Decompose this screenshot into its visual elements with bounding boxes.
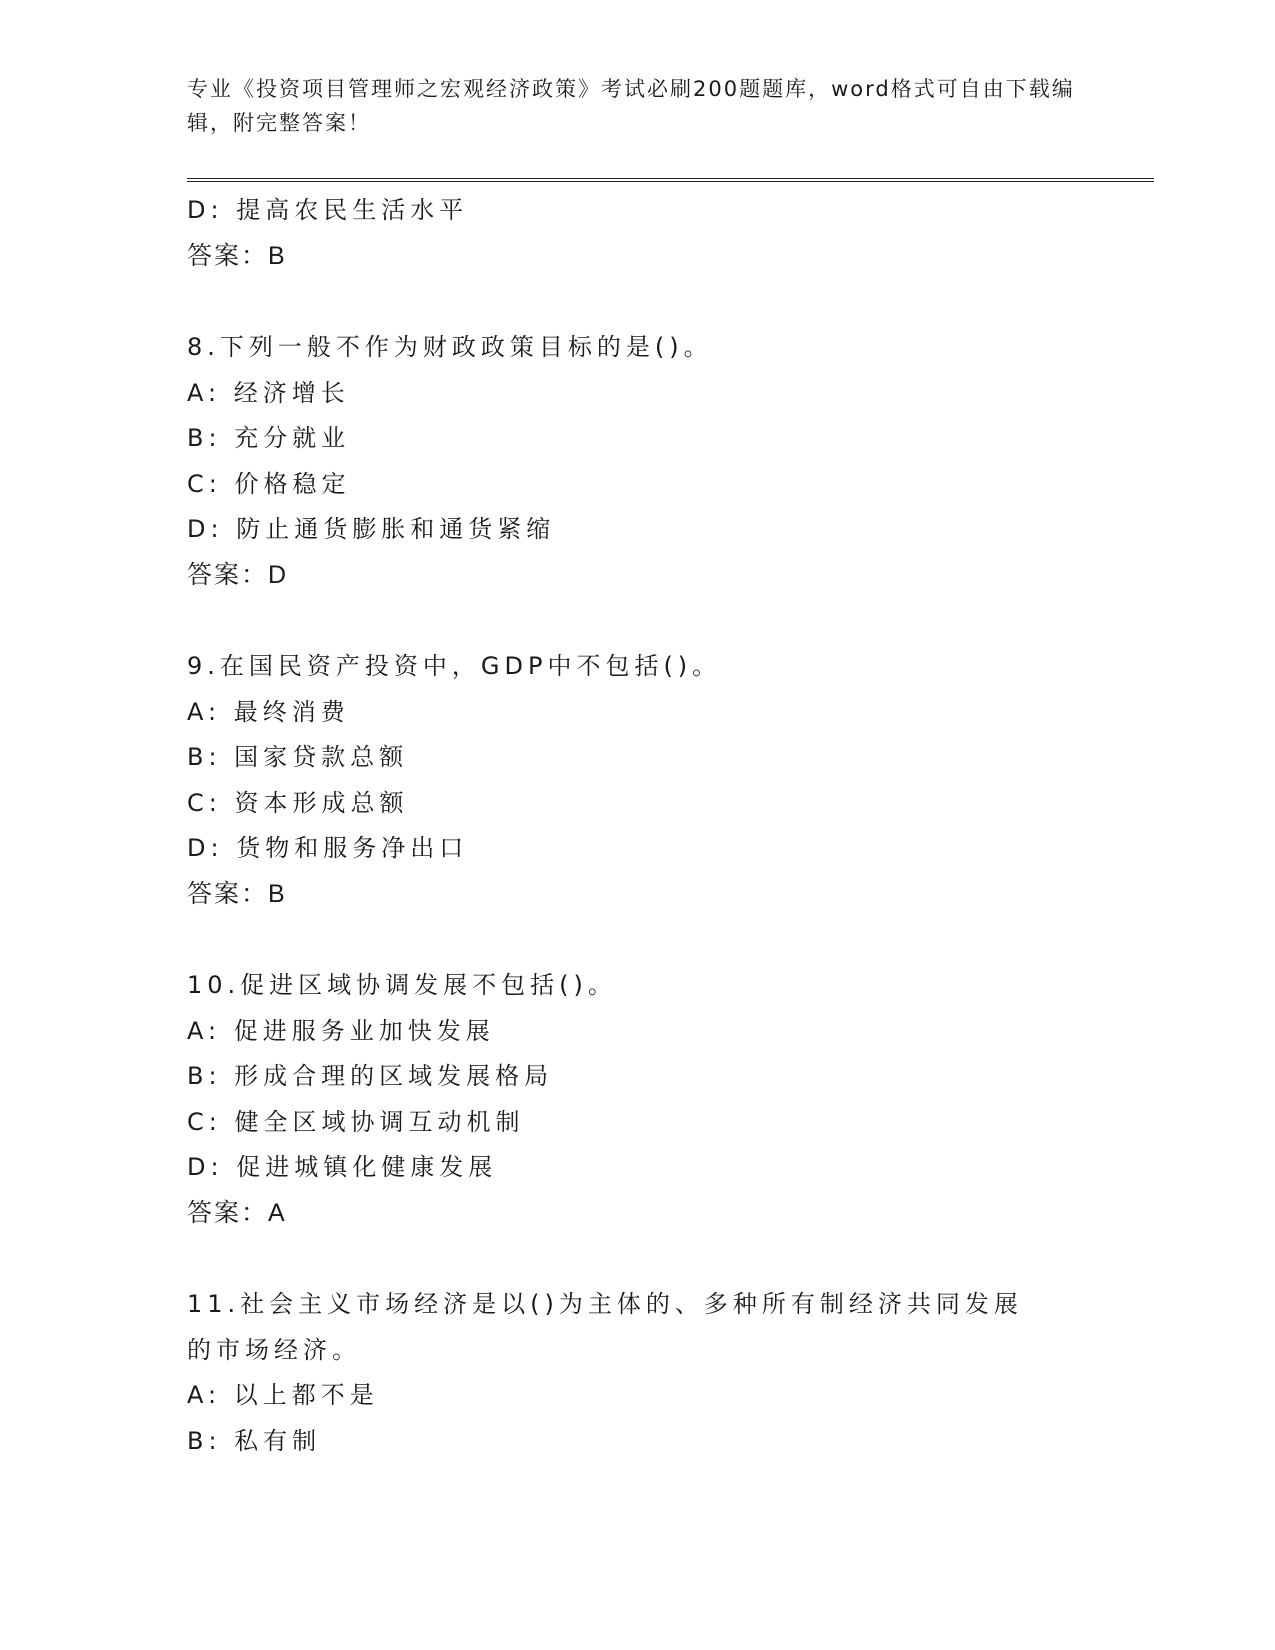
option-b: B: 国家贷款总额 (187, 743, 409, 771)
question-10 (187, 963, 1087, 1236)
question-9 (187, 644, 1087, 917)
document-header: 专业《投资项目管理师之宏观经济政策》考试必刷200题题库，word格式可自由下载编辑，附完整答案！ (187, 77, 1075, 135)
option-a: A: 经济增长 (187, 378, 350, 407)
option-c: C: 资本形成总额 (187, 788, 409, 817)
option-d: D: 货物和服务净出口 (187, 834, 469, 862)
option-a: A: 最终消费 (187, 697, 350, 726)
question-stem: 11.社会主义市场经济是以()为主体的、多种所有制经济共同发展的市场经济。 (187, 1290, 1023, 1364)
question-8 (187, 325, 1087, 598)
option-b: B: 私有制 (187, 1426, 322, 1455)
option-d: D: 提高农民生活水平 (187, 196, 469, 224)
option-a: A: 促进服务业加快发展 (187, 1016, 495, 1045)
question-stem: 10.促进区域协调发展不包括()。 (187, 971, 617, 999)
option-a: A: 以上都不是 (187, 1381, 379, 1409)
question-list (187, 188, 1087, 1464)
option-c: C: 价格稳定 (187, 469, 351, 498)
option-d: D: 促进城镇化健康发展 (187, 1153, 498, 1181)
option-d: D: 防止通货膨胀和通货紧缩 (187, 515, 556, 543)
answer-line: 答案：B (187, 879, 287, 908)
question-stem: 9.在国民资产投资中，GDP中不包括()。 (187, 652, 722, 680)
header-divider (187, 178, 1154, 182)
option-c: C: 健全区域协调互动机制 (187, 1107, 525, 1136)
option-b: B: 形成合理的区域发展格局 (187, 1062, 554, 1090)
answer-line: 答案：B (187, 241, 287, 270)
answer-line: 答案：D (187, 560, 289, 589)
option-b: B: 充分就业 (187, 424, 351, 452)
question-11 (187, 1282, 1087, 1464)
answer-line: 答案：A (187, 1198, 287, 1227)
question-stem: 8.下列一般不作为财政政策目标的是()。 (187, 333, 713, 361)
